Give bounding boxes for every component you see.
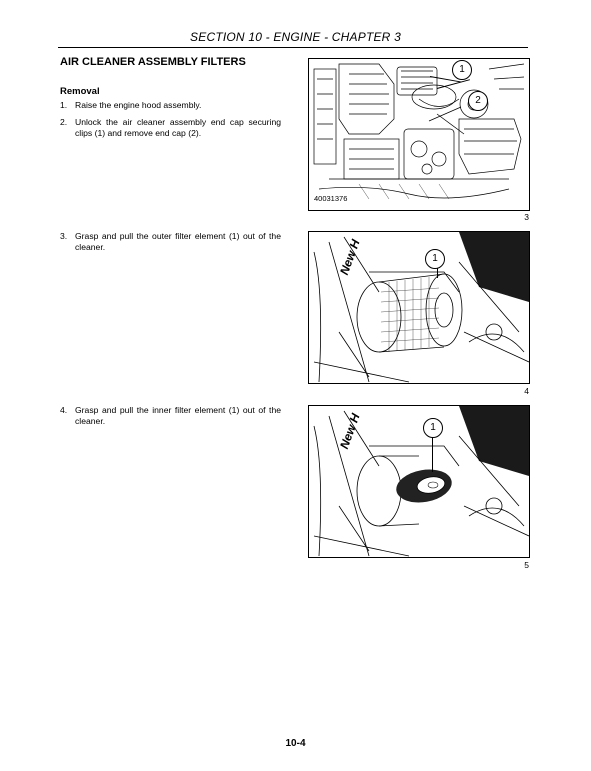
- step-number: 1.: [60, 100, 68, 110]
- step-3: [60, 231, 285, 255]
- step-1: [60, 100, 285, 112]
- figure-3-part-code: 40031376: [314, 194, 348, 203]
- page-number: 10-4: [285, 738, 306, 749]
- page-header-title: SECTION 10 - ENGINE - CHAPTER 3: [190, 30, 401, 44]
- header-divider: [58, 47, 528, 48]
- figure-5-inner-filter: [308, 405, 530, 558]
- brand-decal: New H: [337, 411, 363, 451]
- callout-1: 1: [423, 418, 443, 438]
- step-number: 4.: [60, 405, 68, 415]
- brand-decal: New H: [337, 237, 363, 277]
- figure-number: 5: [524, 560, 529, 570]
- step-2: [60, 117, 285, 141]
- callout-1: 1: [425, 249, 445, 269]
- section-heading: AIR CLEANER ASSEMBLY FILTERS: [60, 56, 246, 68]
- step-text: Grasp and pull the inner filter element (1) out of the cleaner.: [75, 405, 281, 426]
- callout-1: 1: [452, 60, 472, 80]
- callout-2: 2: [468, 91, 488, 111]
- figure-4-outer-filter: [308, 231, 530, 384]
- callout-leader: [432, 432, 433, 472]
- step-number: 2.: [60, 117, 68, 127]
- step-text: Unlock the air cleaner assembly end cap securing clips (1) and remove end cap (2).: [75, 117, 281, 138]
- figure-3-engine-compartment: [308, 58, 530, 211]
- figure-number: 3: [524, 212, 529, 222]
- removal-subheading: Removal: [60, 86, 100, 97]
- engine-illustration: [309, 59, 529, 210]
- step-text: Grasp and pull the outer filter element (1) out of the cleaner.: [75, 231, 281, 252]
- step-number: 3.: [60, 231, 68, 241]
- figure-number: 4: [524, 386, 529, 396]
- step-text: Raise the engine hood assembly.: [75, 100, 202, 110]
- step-4: [60, 405, 285, 429]
